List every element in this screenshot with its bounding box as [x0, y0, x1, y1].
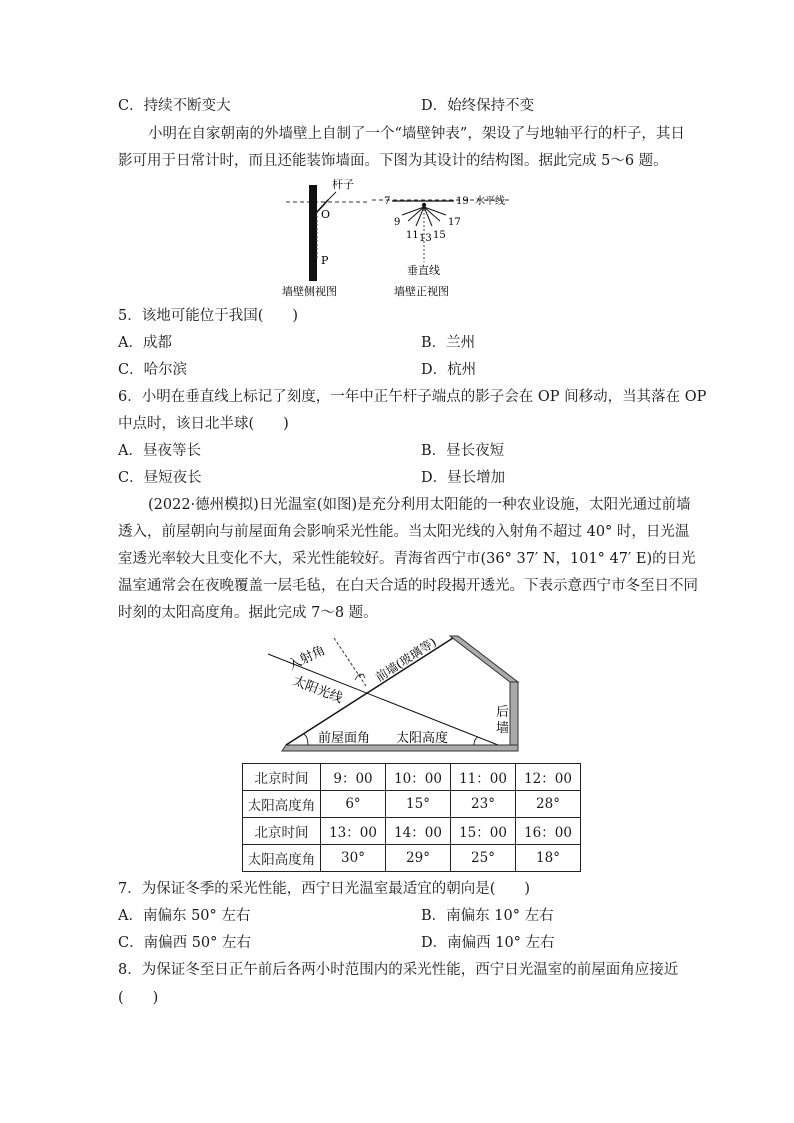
- back-wall-label-1: 后: [496, 705, 510, 720]
- intro-7-8-line-2: 透入，前屋朝向与前屋面角会影响采光性能。当太阳光线的入射角不超过 40° 时，日光温: [118, 524, 690, 540]
- point-p-label: P: [321, 254, 329, 267]
- hour-15-label: 15: [433, 230, 446, 241]
- q5-stem: 5．该地可能位于我国( ): [118, 308, 299, 324]
- solar-altitude-arc: [474, 737, 478, 745]
- point-o-label: O: [321, 208, 331, 221]
- vertical-line-label: 垂直线: [407, 264, 440, 277]
- table-cell: 15°: [386, 791, 451, 818]
- table-row: [243, 845, 581, 872]
- q6-option-c: C．昼短夜长: [118, 470, 202, 486]
- rod-label: 杆子: [332, 178, 354, 191]
- front-view-caption: 墙壁正视图: [394, 285, 449, 298]
- table-cell: 25°: [451, 845, 516, 872]
- sun-ray-label: 太阳光线: [290, 673, 345, 707]
- q7-option-d: D．南偏西 10° 左右: [421, 935, 555, 951]
- table-cell: 9：00: [321, 764, 386, 791]
- q7-option-a: A．南偏东 50° 左右: [118, 908, 251, 924]
- front-wall-label: 前墙(玻璃等): [373, 634, 439, 685]
- back-wall: [510, 682, 518, 745]
- q5-option-c: C．哈尔滨: [118, 362, 188, 378]
- table-row: [243, 791, 581, 818]
- q8-stem-line-1: 8．为保证冬至日正午前后各两小时范围内的采光性能，西宁日光温室的前屋面角应接近: [118, 962, 679, 978]
- q7-stem: 7．为保证冬季的采光性能，西宁日光温室最适宜的朝向是( ): [118, 881, 531, 897]
- hour-9-label: 9: [394, 217, 401, 228]
- wall-clock-figure: [270, 172, 530, 302]
- table-header-time: 北京时间: [243, 818, 321, 845]
- table-cell: 18°: [516, 845, 581, 872]
- front-roof-angle-arc: [304, 734, 308, 745]
- table-cell: 29°: [386, 845, 451, 872]
- q5-option-b: B．兰州: [421, 335, 476, 351]
- q6-stem-line-1: 6．小明在垂直线上标记了刻度，一年中正午杆子端点的影子会在 OP 间移动，当其落在 OP: [118, 389, 707, 405]
- side-view-caption: 墙壁侧视图: [282, 285, 337, 298]
- table-cell: 10：00: [386, 764, 451, 791]
- greenhouse-figure: [262, 628, 534, 756]
- rod-end-dot: [422, 203, 426, 207]
- table-row: [243, 818, 581, 845]
- table-cell: 12：00: [516, 764, 581, 791]
- hour-7-label: 7: [384, 196, 391, 207]
- table-header-time: 北京时间: [243, 764, 321, 791]
- table-cell: 14：00: [386, 818, 451, 845]
- incident-angle-label: 入射角: [286, 643, 328, 674]
- table-cell: 15：00: [451, 818, 516, 845]
- q5-option-a: A．成都: [118, 335, 172, 351]
- intro-7-8-line-4: 温室通常会在夜晚覆盖一层毛毡，在白天合适的时段揭开透光。下表示意西宁市冬至日不同: [118, 578, 698, 594]
- table-header-angle: 太阳高度角: [243, 845, 321, 872]
- q8-stem-line-2: ( ): [118, 990, 159, 1006]
- table-cell: 28°: [516, 791, 581, 818]
- table-cell: 16：00: [516, 818, 581, 845]
- q5-option-d: D．杭州: [421, 362, 477, 378]
- intro-7-8-line-5: 时刻的太阳高度角。据此完成 7～8 题。: [118, 605, 378, 621]
- rod-pointer-arrow: [327, 192, 336, 201]
- table-cell: 6°: [321, 791, 386, 818]
- back-wall-label-2: 墙: [496, 721, 510, 736]
- hour-19-label: 19: [456, 196, 469, 207]
- hour-17-label: 17: [448, 217, 461, 228]
- hour-11-label: 11: [406, 230, 419, 241]
- table-row: [243, 764, 581, 791]
- hour-line-10: [408, 207, 424, 221]
- horizontal-line-label: 水平线: [475, 196, 505, 207]
- back-roof: [450, 636, 518, 682]
- intro-7-8-line-1: (2022·德州模拟)日光温室(如图)是充分利用太阳能的一种农业设施，太阳光通过前墙: [148, 497, 691, 513]
- q6-stem-line-2: 中点时，该日北半球( ): [118, 416, 289, 432]
- q6-option-a: A．昼夜等长: [118, 443, 201, 459]
- front-roof-angle-label: 前屋面角: [318, 731, 371, 746]
- hour-line-16: [424, 207, 440, 221]
- q6-option-d: D．昼长增加: [421, 470, 506, 486]
- normal-dashed-line: [334, 638, 366, 686]
- table-cell: 11：00: [451, 764, 516, 791]
- intro-5-6-line-2: 影可用于日常计时，而且还能装饰墙面。下图为其设计的结构图。据此完成 5～6 题。: [118, 153, 668, 169]
- intro-7-8-line-3: 室透光率较大且变化不大，采光性能较好。青海省西宁市(36° 37′ N，101° 47′ E)的日光: [118, 551, 696, 567]
- hour-13-label: 13: [419, 233, 432, 244]
- wall-side-bar: [309, 185, 317, 281]
- table-cell: 30°: [321, 845, 386, 872]
- q7-option-c: C．南偏西 50° 左右: [118, 935, 252, 951]
- q7-option-b: B．南偏东 10° 左右: [421, 908, 554, 924]
- solar-altitude-table: [242, 763, 581, 872]
- q4-option-c: C．持续不断变大: [118, 98, 231, 114]
- intro-5-6-line-1: 小明在自家朝南的外墙壁上自制了一个“墙壁钟表”，架设了与地轴平行的杆子，其日: [148, 126, 685, 142]
- solar-altitude-label: 太阳高度: [396, 731, 449, 746]
- q6-option-b: B．昼长夜短: [421, 443, 505, 459]
- q4-option-d: D．始终保持不变: [421, 98, 535, 114]
- table-header-angle: 太阳高度角: [243, 791, 321, 818]
- table-cell: 23°: [451, 791, 516, 818]
- table-cell: 13：00: [321, 818, 386, 845]
